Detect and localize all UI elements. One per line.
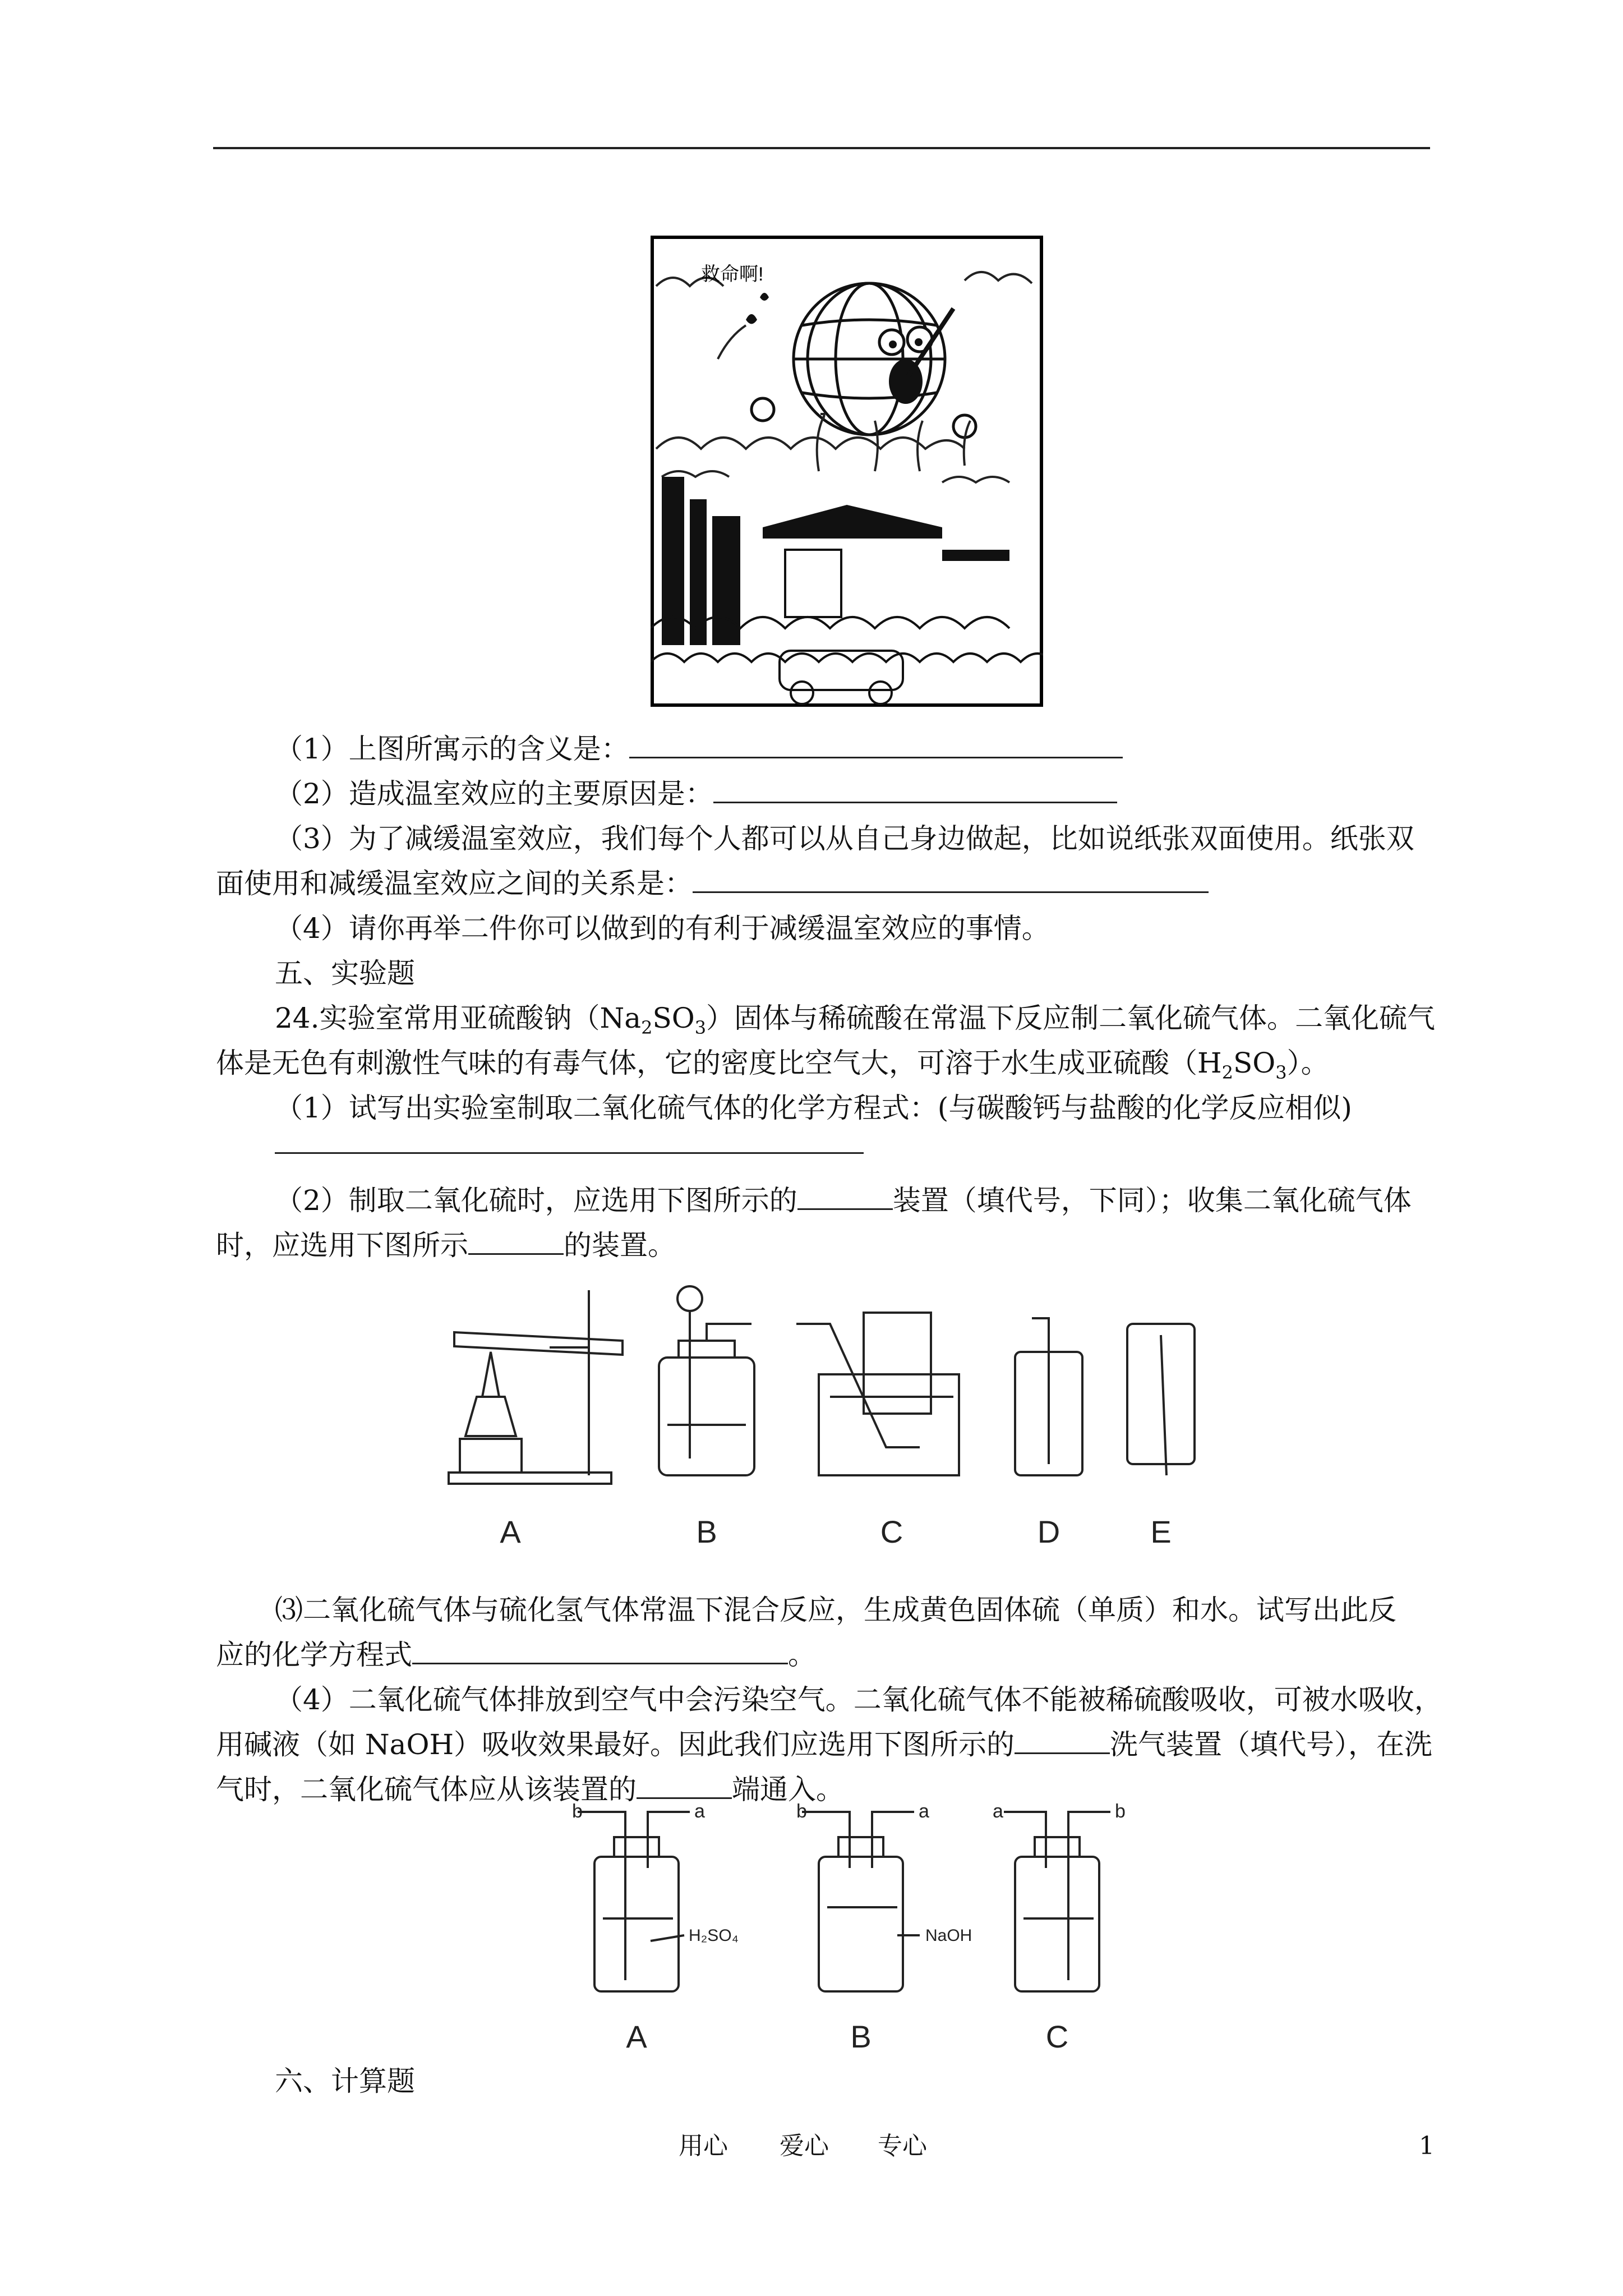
bottle-a-left-port: b: [572, 1801, 583, 1822]
apparatus-label-e: E: [1150, 1514, 1172, 1549]
q24-part3-line1: ⑶二氧化硫气体与硫化氢气体常温下混合反应，生成黄色固体硫（单质）和水。试写出此反: [275, 1594, 1396, 1626]
bottle-b-reagent: NaOH: [925, 1926, 972, 1945]
bottle-c-label: C: [1045, 2019, 1069, 2054]
answer-blank[interactable]: [797, 1184, 893, 1210]
answer-blank[interactable]: [275, 1128, 864, 1154]
footer-slogan-3: 专心: [878, 2132, 927, 2160]
answer-blank[interactable]: [1015, 1728, 1110, 1754]
answer-blank[interactable]: [468, 1228, 564, 1255]
page-number: 1: [1419, 2132, 1435, 2160]
apparatus-label-b: B: [696, 1514, 717, 1549]
apparatus-label-c: C: [880, 1514, 903, 1549]
section-title-calculation: 六、计算题: [275, 2065, 415, 2097]
footer-slogan-1: 用心: [679, 2132, 728, 2160]
answer-blank[interactable]: [629, 732, 1123, 758]
q4-part3-line1: （3）为了减缓温室效应，我们每个人都可以从自己身边做起，比如说纸张双面使用。纸张双: [275, 822, 1414, 855]
apparatus-label-d: D: [1037, 1514, 1061, 1549]
bottle-a-reagent: H₂SO₄: [689, 1926, 739, 1945]
bottle-b-label: B: [850, 2019, 872, 2054]
gas-apparatus-figure: [437, 1285, 1279, 1554]
footer-slogan-2: 爱心: [780, 2132, 829, 2160]
q24-part3-line2: 应的化学方程式 。: [216, 1639, 816, 1671]
cartoon-caption: 救命啊!: [701, 264, 764, 285]
bottle-c-right-port: b: [1115, 1801, 1126, 1822]
q24-part2-line1: （2）制取二氧化硫时，应选用下图所示的 装置（填代号，下同）；收集二氧化硫气体: [275, 1184, 1412, 1217]
q4-part1: （1）上图所寓示的含义是：: [275, 732, 1123, 766]
q24-part1-answer: [275, 1128, 864, 1161]
answer-blank[interactable]: [693, 867, 1209, 893]
q24-line1: 24.实验室常用亚硫酸钠$(Na_2SO_3)$固体与稀硫酸在常温下反应制二氧化硫气体。二氧化硫气: [275, 1002, 1436, 1038]
section-title-experiment: 五、实验题: [275, 957, 415, 990]
q4-part4: （4）请你再举二件你可以做到的有利于减缓温室效应的事情。: [275, 912, 1050, 945]
bottle-a-right-port: a: [694, 1801, 705, 1822]
apparatus-label-a: A: [500, 1514, 521, 1549]
bottle-a-label: A: [626, 2019, 647, 2054]
q24-part2-line2: 时，应选用下图所示 的装置。: [216, 1229, 676, 1262]
q24-part4-line3: 气时，二氧化硫气体应从该装置的 端通入。: [216, 1773, 844, 1806]
bottle-b-right-port: a: [919, 1801, 929, 1822]
q24-part4-line2: 用碱液（如 NaOH）吸收效果最好。因此我们应选用下图所示的 洗气装置（填代号），在洗: [216, 1728, 1433, 1761]
q24-part4-line1: （4）二氧化硫气体排放到空气中会污染空气。二氧化硫气体不能被稀硫酸吸收，可被水吸收，: [275, 1683, 1442, 1716]
q24-line2: 体是无色有刺激性气味的有毒气体，它的密度比空气大，可溶于水生成亚硫酸$(H_2SO_3)$。: [216, 1047, 1329, 1083]
greenhouse-cartoon: [651, 236, 1043, 707]
q4-part2: （2）造成温室效应的主要原因是：: [275, 777, 1117, 811]
bottle-b-left-port: b: [796, 1801, 807, 1822]
gas-washing-bottles-figure: [561, 1795, 1178, 2059]
q4-part3-line2: 面使用和减缓温室效应之间的关系是：: [216, 867, 1209, 900]
answer-blank[interactable]: [412, 1638, 788, 1664]
bottle-c-left-port: a: [993, 1801, 1003, 1822]
header-rule: [213, 147, 1430, 149]
answer-blank[interactable]: [713, 777, 1117, 803]
q24-part1: （1）试写出实验室制取二氧化硫气体的化学方程式：(与碳酸钙与盐酸的化学反应相似): [275, 1092, 1352, 1124]
